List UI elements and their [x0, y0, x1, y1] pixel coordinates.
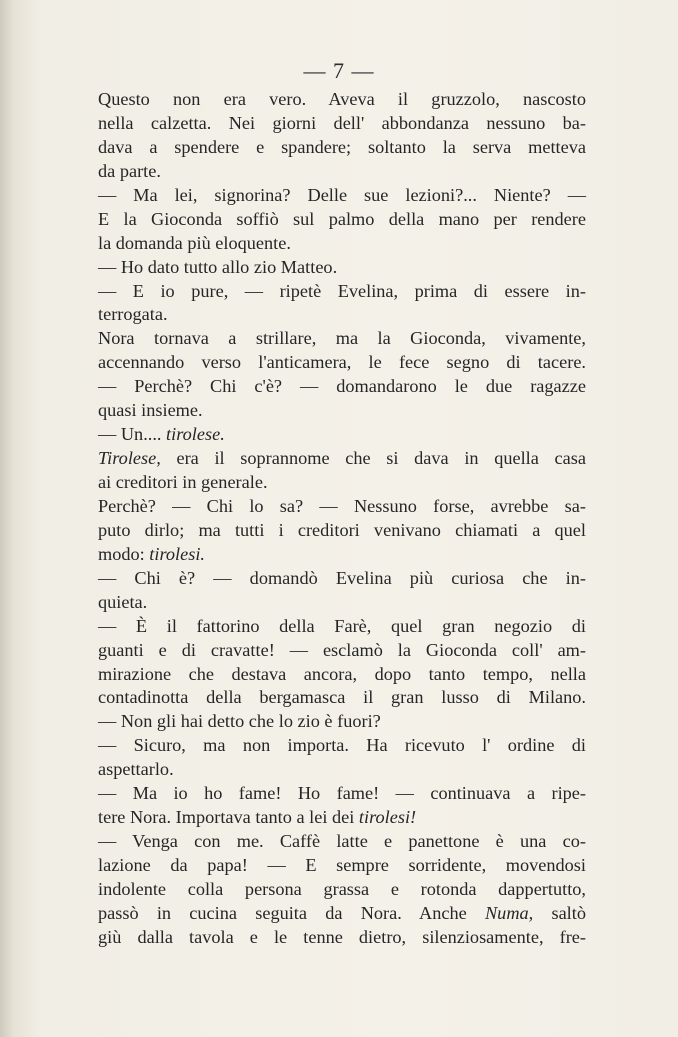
text-line: nella calzetta. Nei giorni dell' abbondanza nessuno ba-: [98, 112, 586, 133]
italic-text: tirolese.: [166, 424, 225, 445]
text-line: — Ma io ho fame! Ho fame! — continuava a ripe-: [98, 783, 586, 804]
text-line: — Chi è? — domandò Evelina più curiosa che in-: [98, 567, 586, 588]
text-line: dava a spendere e spandere; soltanto la serva metteva: [98, 136, 586, 157]
text-line: [98, 447, 586, 471]
text-line: — È il fattorino della Farè, quel gran negozio di: [98, 615, 586, 636]
body-text: [98, 88, 586, 950]
text-line: da parte.: [98, 160, 161, 181]
text-line: [98, 423, 586, 447]
text-line: contadinotta della bergamasca il gran lusso di Milano.: [98, 687, 586, 708]
page-number: — 7 —: [303, 58, 375, 83]
text-line: aspettarlo.: [98, 759, 174, 780]
text-line: — Ma lei, signorina? Delle sue lezioni?... Niente? —: [98, 184, 586, 205]
text-line: quieta.: [98, 591, 148, 612]
text-line: terrogata.: [98, 304, 168, 325]
italic-text: tirolesi.: [149, 543, 205, 564]
text-line: accennando verso l'anticamera, le fece segno di tacere.: [98, 352, 586, 373]
text-span: passò in cucina seguita da Nora. Anche: [98, 902, 485, 923]
text-line: giù dalla tavola e le tenne dietro, silenziosamente, fre-: [98, 926, 586, 947]
italic-text: Tirolese,: [98, 448, 161, 469]
text-line: — Ho dato tutto allo zio Matteo.: [98, 256, 338, 277]
text-line: — Venga con me. Caffè latte e panettone è una co-: [98, 831, 586, 852]
text-line: — Sicuro, ma non importa. Ha ricevuto l' ordine di: [98, 735, 586, 756]
text-line: [98, 902, 586, 926]
text-span: era il soprannome che si dava in quella casa: [160, 448, 586, 469]
text-span: — Un....: [98, 424, 167, 445]
text-span: saltò: [533, 902, 586, 923]
italic-text: tirolesi!: [358, 807, 417, 828]
text-line: indolente colla persona grassa e rotonda dappertutto,: [98, 878, 586, 899]
text-line: puto dirlo; ma tutti i creditori venivano chiamati a quel: [98, 519, 586, 540]
text-span: modo:: [98, 543, 150, 564]
text-line: Perchè? — Chi lo sa? — Nessuno forse, avrebbe sa-: [98, 495, 586, 516]
text-span: tere Nora. Importava tanto a lei dei: [98, 807, 359, 828]
text-line: la domanda più eloquente.: [98, 232, 291, 253]
italic-text: Numa,: [484, 902, 534, 923]
text-line: — Perchè? Chi c'è? — domandarono le due ragazze: [98, 376, 586, 397]
text-line: — Non gli hai detto che lo zio è fuori?: [98, 711, 381, 732]
text-line: quasi insieme.: [98, 400, 203, 421]
text-line: E la Gioconda soffiò sul palmo della mano per rendere: [98, 208, 586, 229]
text-line: mirazione che destava ancora, dopo tanto tempo, nella: [98, 663, 586, 684]
text-line: Nora tornava a strillare, ma la Gioconda, vivamente,: [98, 328, 586, 349]
text-line: — E io pure, — ripetè Evelina, prima di essere in-: [98, 280, 586, 301]
text-line: guanti e di cravatte! — esclamò la Gioconda coll' am-: [98, 639, 586, 660]
text-line: [98, 543, 586, 567]
text-line: Questo non era vero. Aveva il gruzzolo, nascosto: [98, 89, 586, 109]
text-line: ai creditori in generale.: [98, 472, 268, 492]
text-line: [98, 806, 586, 830]
text-line: lazione da papa! — E sempre sorridente, movendosi: [98, 855, 586, 875]
